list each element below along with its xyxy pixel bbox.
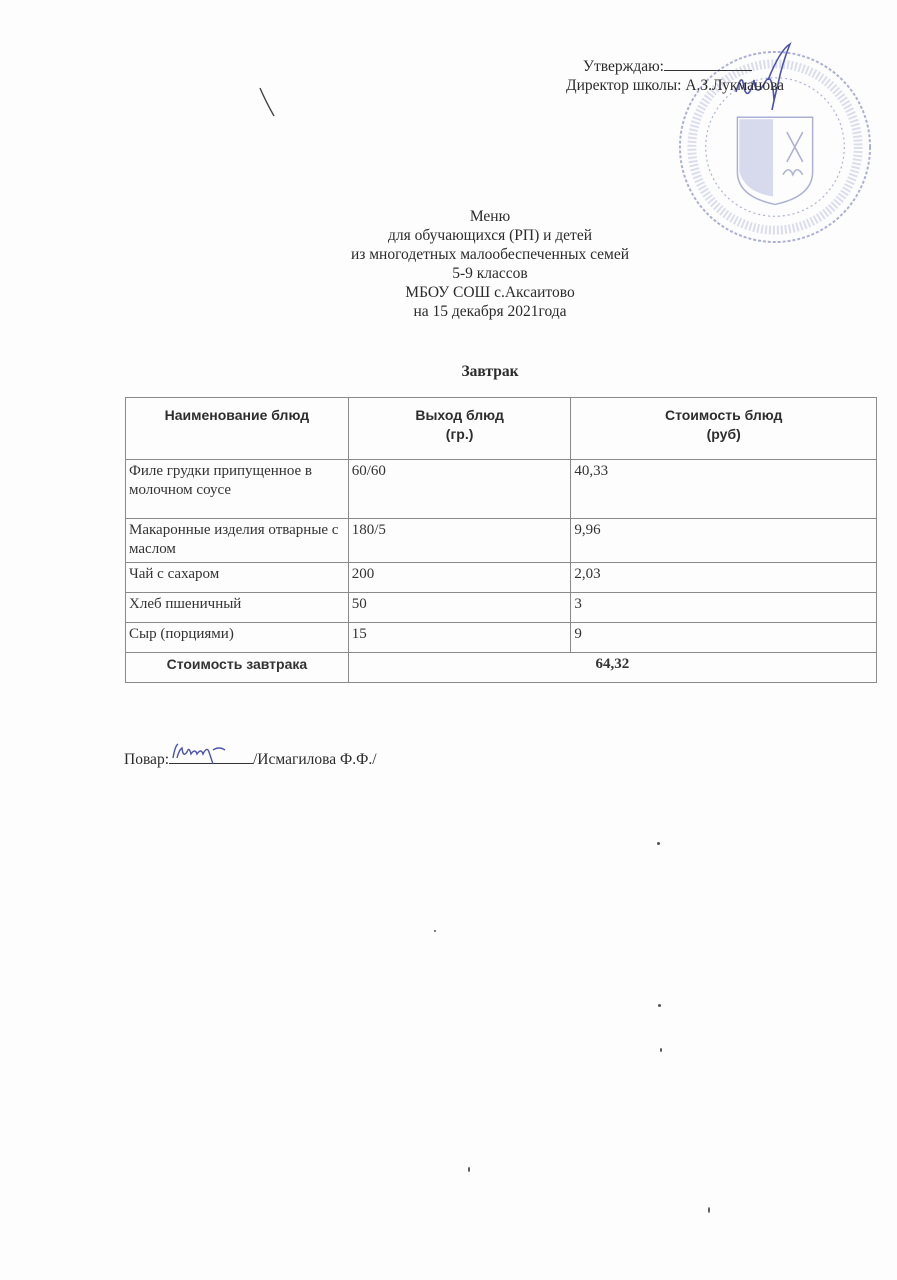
table-total-row	[126, 653, 877, 683]
total-value: 64,32	[348, 653, 876, 683]
total-label: Стоимость завтрака	[126, 653, 349, 683]
dish-weight: 50	[348, 593, 571, 623]
document-header	[200, 207, 780, 321]
cook-signature	[169, 740, 253, 766]
dish-weight: 60/60	[348, 460, 571, 519]
title-menu: Меню	[469, 208, 511, 225]
table-row	[126, 519, 877, 563]
title-audience: для обучающихся (РП) и детей	[388, 227, 592, 244]
approve-signature-line	[664, 58, 752, 71]
title-families: из многодетных малообеспеченных семей	[350, 246, 630, 263]
cook-name: /Исмагилова Ф.Ф./	[253, 751, 377, 768]
dish-price: 40,33	[571, 460, 877, 519]
table-row	[126, 623, 877, 653]
dish-name: Макаронные изделия отварные с маслом	[126, 519, 349, 563]
dish-price: 9	[571, 623, 877, 653]
meal-title: Завтрак	[461, 363, 519, 380]
stray-pen-mark	[258, 86, 278, 120]
table-row	[126, 593, 877, 623]
director-name: А.З.Лукманова	[685, 77, 785, 94]
scan-speck	[708, 1207, 710, 1213]
scan-speck	[658, 1004, 661, 1007]
scan-speck	[660, 1048, 662, 1052]
dish-name: Хлеб пшеничный	[126, 593, 349, 623]
dish-name: Филе грудки припущенное в молочном соусе	[126, 460, 349, 519]
column-header-dish: Наименование блюд	[126, 398, 349, 460]
table-row	[126, 460, 877, 519]
dish-price: 9,96	[571, 519, 877, 563]
director-label: Директор школы:	[566, 77, 682, 94]
dish-weight: 15	[348, 623, 571, 653]
scan-speck	[468, 1167, 470, 1172]
dish-weight: 180/5	[348, 519, 571, 563]
cook-signature-block	[124, 748, 377, 769]
scan-speck	[434, 930, 436, 932]
scan-speck	[657, 842, 660, 845]
dish-name: Сыр (порциями)	[126, 623, 349, 653]
table-row	[126, 563, 877, 593]
column-header-price: Стоимость блюд (руб)	[571, 398, 877, 460]
dish-price: 3	[571, 593, 877, 623]
title-date: на 15 декабря 2021года	[413, 303, 567, 320]
column-header-weight: Выход блюд (гр.)	[348, 398, 571, 460]
cook-signature-line	[169, 748, 253, 764]
table-header-row	[126, 398, 877, 460]
title-school: МБОУ СОШ с.Аксаитово	[405, 284, 575, 301]
cook-label: Повар:	[124, 751, 169, 768]
approval-block	[566, 57, 784, 95]
dish-price: 2,03	[571, 563, 877, 593]
title-grades: 5-9 классов	[452, 265, 528, 282]
dish-weight: 200	[348, 563, 571, 593]
approve-label: Утверждаю:	[583, 58, 664, 75]
dish-name: Чай с сахаром	[126, 563, 349, 593]
menu-table	[125, 397, 877, 683]
